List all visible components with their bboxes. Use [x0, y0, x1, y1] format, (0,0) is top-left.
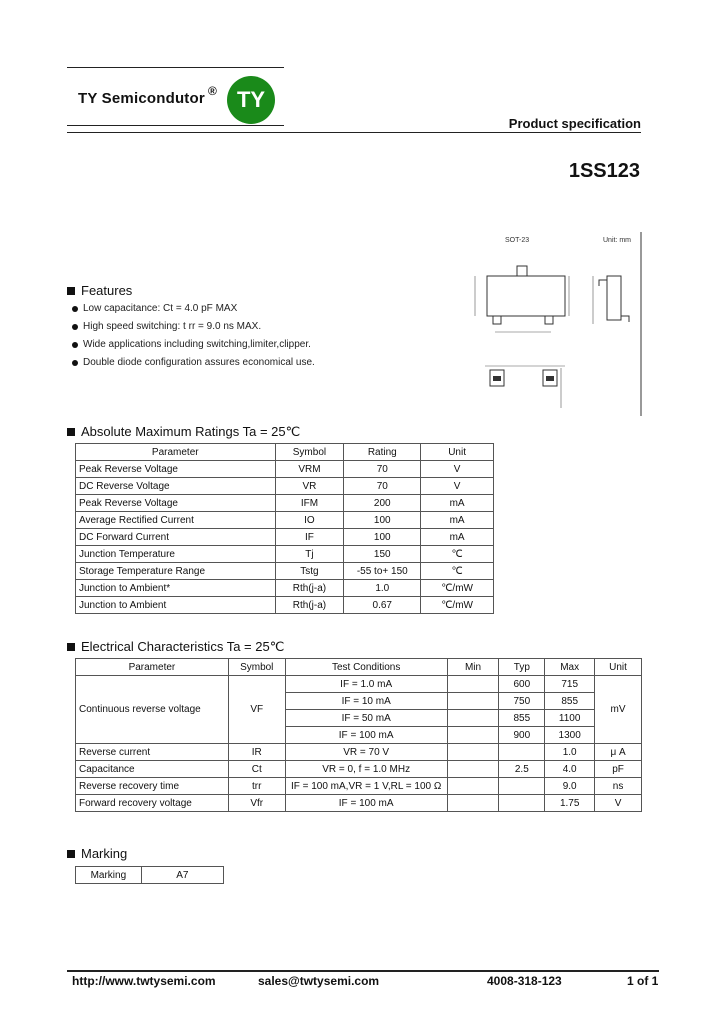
symbol-cell: Rth(j-a) [275, 580, 344, 597]
table-header-row [76, 444, 494, 461]
unit-cell: ℃/mW [421, 580, 494, 597]
header-cell: Symbol [275, 444, 344, 461]
min-cell [447, 676, 499, 693]
package-outline-diagram [465, 228, 645, 418]
condition-cell: IF = 100 mA,VR = 1 V,RL = 100 Ω [285, 778, 447, 795]
symbol-cell: Tj [275, 546, 344, 563]
product-specification: Product specification [508, 116, 641, 131]
table-row [76, 495, 494, 512]
unit-cell: mA [421, 495, 494, 512]
header-cell: Parameter [76, 444, 276, 461]
feature-text: Wide applications including switching,limiter,clipper. [83, 339, 311, 350]
part-number: 1SS123 [568, 160, 640, 182]
parameter-cell: Peak Reverse Voltage [76, 495, 276, 512]
max-cell: 715 [545, 676, 595, 693]
max-cell: 1.0 [545, 744, 595, 761]
table-row [76, 778, 642, 795]
abs-max-table [75, 443, 494, 614]
unit-label: Unit: mm [603, 237, 631, 244]
typ-cell [499, 795, 545, 812]
symbol-cell: IF [275, 529, 344, 546]
elec-title: Electrical Characteristics Ta = 25℃ [81, 639, 285, 654]
section-bullet-icon [67, 643, 75, 651]
table-row [76, 867, 224, 884]
header-cell: Test Conditions [285, 659, 447, 676]
header-cell: Min [447, 659, 499, 676]
condition-cell: IF = 1.0 mA [285, 676, 447, 693]
parameter-cell: Average Rectified Current [76, 512, 276, 529]
feature-text: High speed switching: t rr = 9.0 ns MAX. [83, 321, 262, 332]
max-cell: 9.0 [545, 778, 595, 795]
symbol-cell: Ct [228, 761, 285, 778]
parameter-cell: Junction to Ambient [76, 597, 276, 614]
typ-cell: 855 [499, 710, 545, 727]
table-row [76, 546, 494, 563]
condition-cell: IF = 100 mA [285, 727, 447, 744]
bullet-icon [72, 306, 78, 312]
table-row [76, 461, 494, 478]
symbol-cell: VR [275, 478, 344, 495]
package-label: SOT-23 [505, 237, 530, 244]
parameter-cell: Peak Reverse Voltage [76, 461, 276, 478]
symbol-cell: IR [228, 744, 285, 761]
max-cell: 855 [545, 693, 595, 710]
max-cell: 4.0 [545, 761, 595, 778]
feature-text: Double diode configuration assures economical use. [83, 357, 315, 368]
min-cell [447, 744, 499, 761]
unit-cell: ns [595, 778, 642, 795]
typ-cell: 900 [499, 727, 545, 744]
rating-cell: 200 [344, 495, 421, 512]
marking-title: Marking [81, 846, 128, 861]
symbol-cell: Vfr [228, 795, 285, 812]
symbol-cell: Tstg [275, 563, 344, 580]
header-cell: Typ [499, 659, 545, 676]
table-row [76, 478, 494, 495]
feature-item [72, 339, 311, 350]
abs-max-heading [67, 424, 300, 440]
parameter-cell: Storage Temperature Range [76, 563, 276, 580]
features-title: Features [81, 283, 133, 298]
marking-value-cell: A7 [141, 867, 223, 884]
table-row [76, 580, 494, 597]
header-cell: Max [545, 659, 595, 676]
unit-cell: mV [595, 676, 642, 744]
table-header-row [76, 659, 642, 676]
unit-cell: pF [595, 761, 642, 778]
section-bullet-icon [67, 287, 75, 295]
marking-table [75, 866, 224, 884]
feature-item [72, 303, 237, 314]
footer-email[interactable]: sales@twtysemi.com [258, 974, 380, 988]
min-cell [447, 761, 499, 778]
typ-cell: 600 [499, 676, 545, 693]
parameter-cell: Junction Temperature [76, 546, 276, 563]
elec-table [75, 658, 642, 812]
symbol-cell: trr [228, 778, 285, 795]
typ-cell: 750 [499, 693, 545, 710]
parameter-cell: Continuous reverse voltage [76, 676, 229, 744]
condition-cell: IF = 50 mA [285, 710, 447, 727]
unit-cell: V [595, 795, 642, 812]
parameter-cell: Capacitance [76, 761, 229, 778]
condition-cell: IF = 100 mA [285, 795, 447, 812]
min-cell [447, 795, 499, 812]
unit-cell: V [421, 478, 494, 495]
elec-heading [67, 639, 284, 655]
symbol-cell: VF [228, 676, 285, 744]
bullet-icon [72, 360, 78, 366]
footer-phone: 4008-318-123 [487, 974, 562, 988]
feature-text: Low capacitance: Ct = 4.0 pF MAX [83, 303, 238, 314]
bullet-icon [72, 324, 78, 330]
unit-cell: mA [421, 529, 494, 546]
table-row [76, 676, 642, 693]
abs-max-title: Absolute Maximum Ratings Ta = 25℃ [81, 424, 301, 439]
unit-cell: ℃ [421, 546, 494, 563]
footer-page-number: 1 of 1 [627, 974, 659, 988]
condition-cell: VR = 70 V [285, 744, 447, 761]
table-row [76, 597, 494, 614]
rating-cell: 0.67 [344, 597, 421, 614]
registered-mark: ® [208, 84, 217, 98]
rating-cell: 100 [344, 512, 421, 529]
symbol-cell: VRM [275, 461, 344, 478]
typ-cell [499, 744, 545, 761]
typ-cell [499, 778, 545, 795]
footer-rule [67, 970, 659, 972]
rating-cell: 1.0 [344, 580, 421, 597]
min-cell [447, 693, 499, 710]
table-row [76, 795, 642, 812]
rating-cell: 70 [344, 478, 421, 495]
marking-heading [67, 846, 127, 861]
table-row [76, 744, 642, 761]
section-bullet-icon [67, 428, 75, 436]
unit-cell: ℃/mW [421, 597, 494, 614]
min-cell [447, 710, 499, 727]
logo-text: TY [236, 87, 266, 112]
bullet-icon [72, 342, 78, 348]
header-top-rule [67, 67, 284, 68]
parameter-cell: DC Forward Current [76, 529, 276, 546]
table-row [76, 529, 494, 546]
max-cell: 1100 [545, 710, 595, 727]
max-cell: 1.75 [545, 795, 595, 812]
header-cell: Symbol [228, 659, 285, 676]
symbol-cell: IFM [275, 495, 344, 512]
feature-item [72, 357, 315, 368]
features-heading [67, 283, 132, 298]
rating-cell: 100 [344, 529, 421, 546]
unit-cell: mA [421, 512, 494, 529]
feature-item [72, 321, 261, 332]
parameter-cell: Forward recovery voltage [76, 795, 229, 812]
min-cell [447, 727, 499, 744]
parameter-cell: DC Reverse Voltage [76, 478, 276, 495]
symbol-cell: IO [275, 512, 344, 529]
table-row [76, 761, 642, 778]
max-cell: 1300 [545, 727, 595, 744]
rating-cell: 70 [344, 461, 421, 478]
header-cell: Rating [344, 444, 421, 461]
footer-website[interactable]: http://www.twtysemi.com [72, 974, 216, 988]
header-left-rule [67, 125, 284, 126]
condition-cell: IF = 10 mA [285, 693, 447, 710]
table-row [76, 512, 494, 529]
header-rule [67, 132, 641, 133]
header-cell: Unit [595, 659, 642, 676]
unit-cell: V [421, 461, 494, 478]
parameter-cell: Reverse current [76, 744, 229, 761]
table-row [76, 563, 494, 580]
section-bullet-icon [67, 850, 75, 858]
rating-cell: 150 [344, 546, 421, 563]
header-cell: Parameter [76, 659, 229, 676]
unit-cell: ℃ [421, 563, 494, 580]
min-cell [447, 778, 499, 795]
condition-cell: VR = 0, f = 1.0 MHz [285, 761, 447, 778]
parameter-cell: Reverse recovery time [76, 778, 229, 795]
rating-cell: -55 to+ 150 [344, 563, 421, 580]
marking-label-cell: Marking [76, 867, 142, 884]
unit-cell: μ A [595, 744, 642, 761]
ty-logo [227, 76, 275, 124]
typ-cell: 2.5 [499, 761, 545, 778]
parameter-cell: Junction to Ambient* [76, 580, 276, 597]
symbol-cell: Rth(j-a) [275, 597, 344, 614]
header-cell: Unit [421, 444, 494, 461]
brand-name: TY Semicondutor [78, 90, 205, 107]
